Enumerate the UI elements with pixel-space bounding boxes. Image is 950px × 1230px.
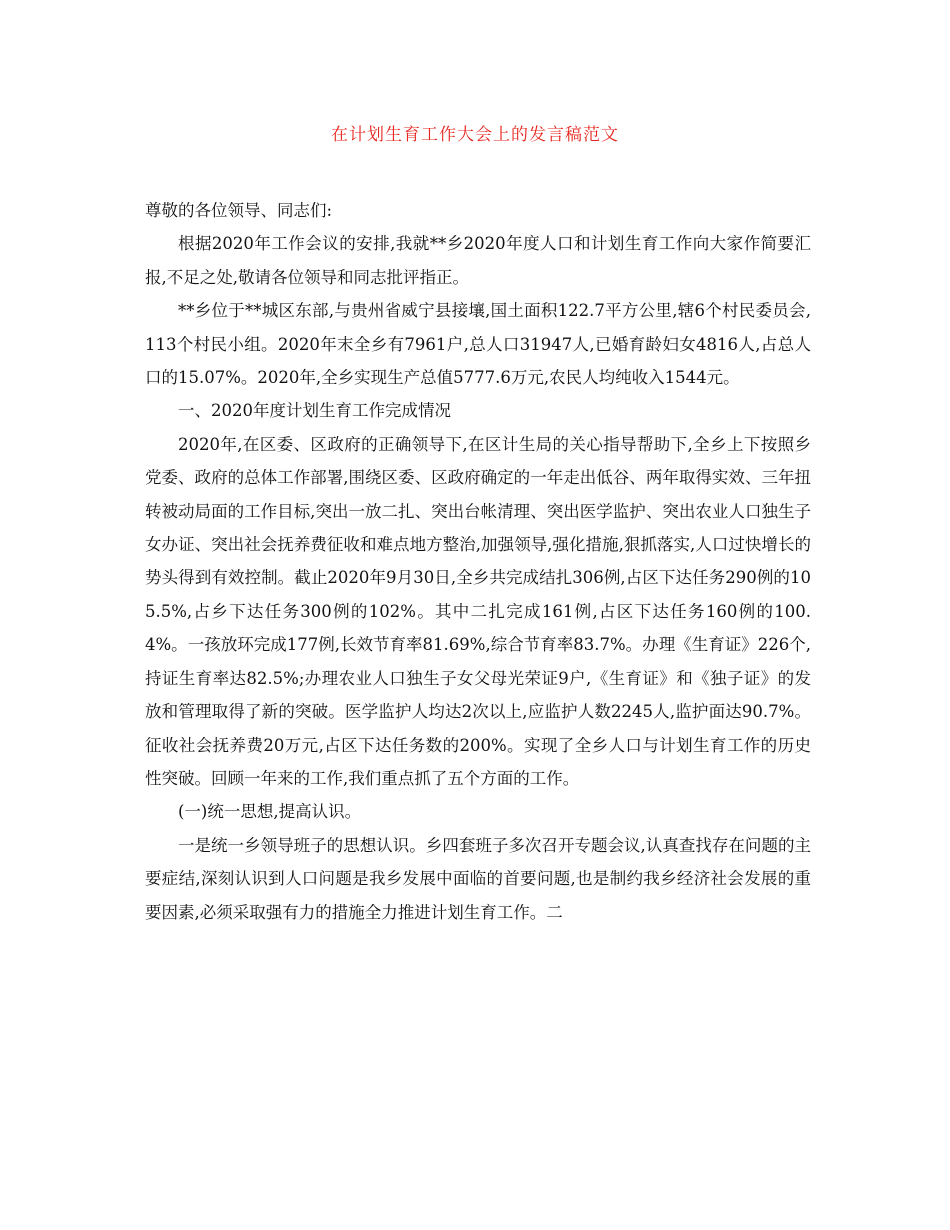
- subsection-heading-1: (一)统一思想,提高认识。: [178, 802, 362, 822]
- paragraph-overview: **乡位于**城区东部,与贵州省威宁县接壤,国土面积122.7平方公里,辖6个村民委员会,113个村民小组。2020年末全乡有7961户,总人口31947人,已婚育龄妇女4816人,占总人口的15.07%。2020年,全乡实现生产总值5777.6万元,农民人均纯收入1544元。: [145, 301, 811, 388]
- document-body: [145, 194, 811, 929]
- paragraph-achievements: 2020年,在区委、区政府的正确领导下,在区计生局的关心指导帮助下,全乡上下按照乡党委、政府的总体工作部署,围绕区委、区政府确定的一年走出低谷、两年取得实效、三年扭转被动局面的工作目标,突出一放二扎、突出台帐清理、突出医学监护、突出农业人口独生子女办证、突出社会抚养费征收和难点地方整治,加强领导,强化措施,狠抓落实,人口过快增长的势头得到有效控制。截止2020年9月30日,全乡共完成结扎306例,占区下达任务290例的105.5%,占乡下达任务300例的102%。其中二扎完成161例,占区下达任务160例的100.4%。一孩放环完成177例,长效节育率81.69%,综合节育率83.7%。办理《生育证》226个,持证生育率达82.5%;办理农业人口独生子女父母光荣证9户,《生育证》和《独子证》的发放和管理取得了新的突破。医学监护人均达2次以上,应监护人数2245人,监护面达90.7%。征收社会抚养费20万元,占区下达任务数的200%。实现了全乡人口与计划生育工作的历史性突破。回顾一年来的工作,我们重点抓了五个方面的工作。: [145, 434, 811, 788]
- salutation: 尊敬的各位领导、同志们:: [145, 201, 333, 220]
- section-heading-1: 一、2020年度计划生育工作完成情况: [178, 401, 451, 421]
- document-title: 在计划生育工作大会上的发言稿范文: [331, 125, 619, 145]
- paragraph-unify-thinking: 一是统一乡领导班子的思想认识。乡四套班子多次召开专题会议,认真查找存在问题的主要症结,深刻认识到人口问题是我乡发展中面临的首要问题,也是制约我乡经济社会发展的重要因素,必须采取强有力的措施全力推进计划生育工作。二: [145, 835, 811, 922]
- paragraph-intro: 根据2020年工作会议的安排,我就**乡2020年度人口和计划生育工作向大家作简要汇报,不足之处,敬请各位领导和同志批评指正。: [145, 234, 811, 287]
